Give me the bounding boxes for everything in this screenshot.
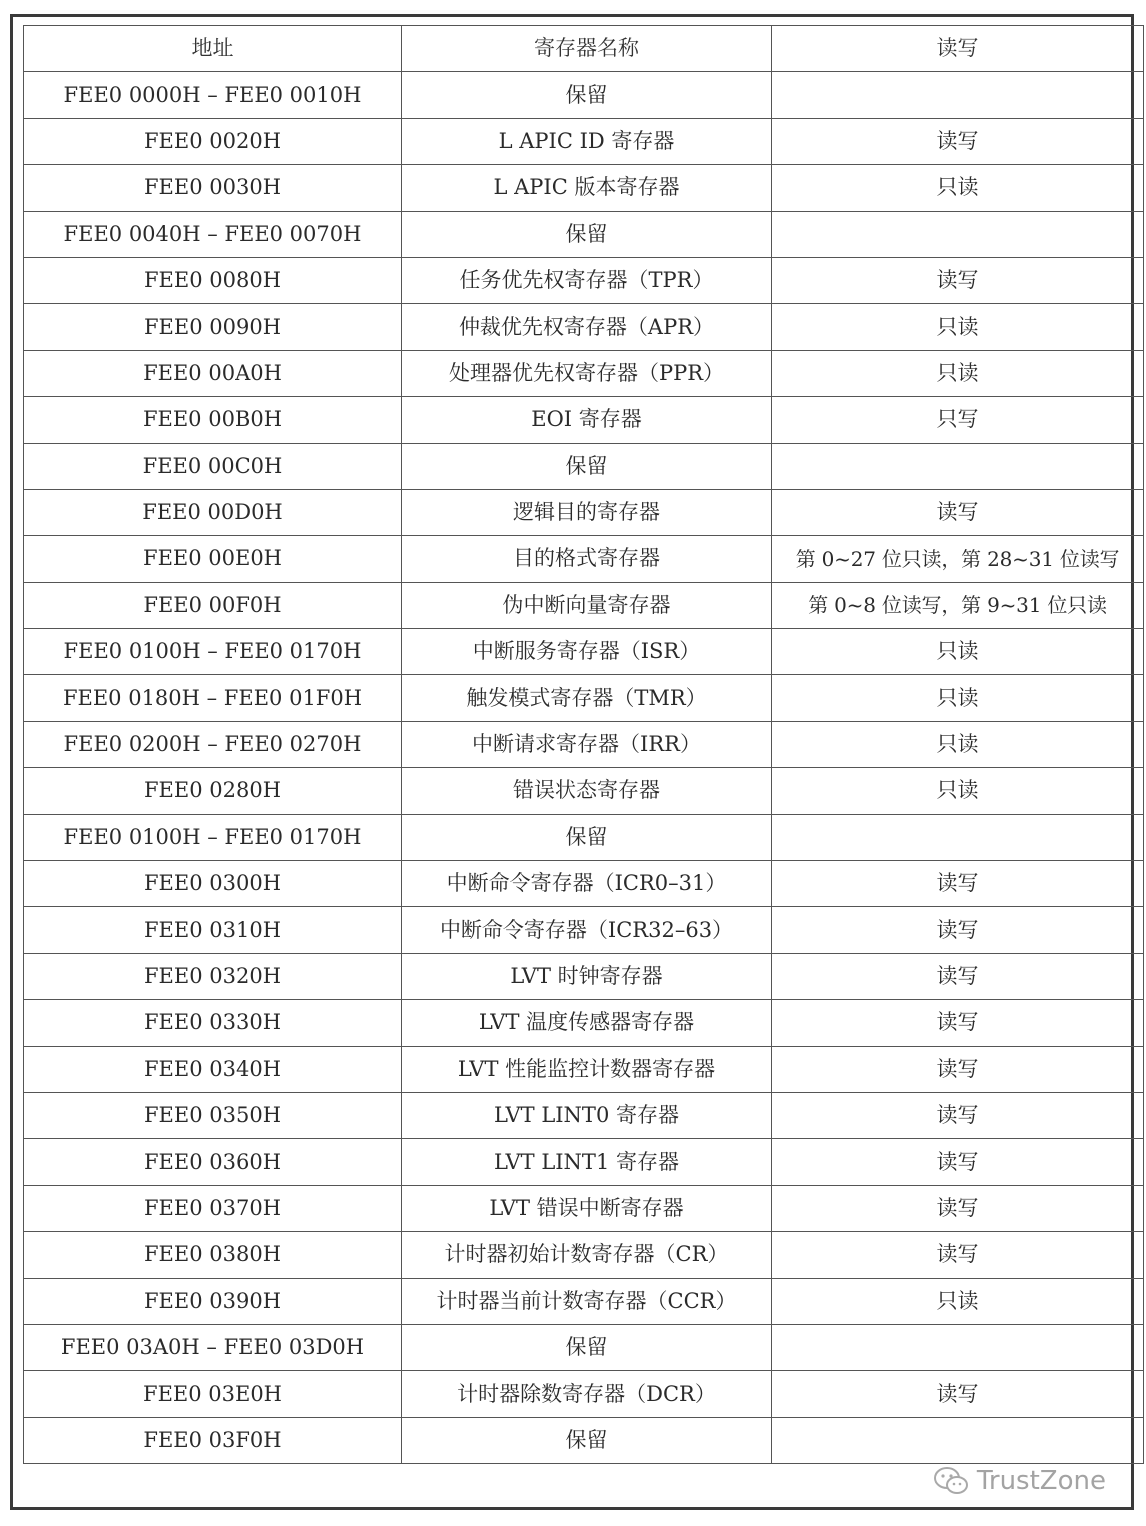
cell-address: FEE0 00B0H bbox=[24, 397, 402, 443]
cell-access: 只读 bbox=[772, 768, 1144, 814]
cell-access: 读写 bbox=[772, 489, 1144, 535]
header-register-name: 寄存器名称 bbox=[402, 26, 772, 72]
cell-address: FEE0 00E0H bbox=[24, 536, 402, 582]
cell-register-name: 错误状态寄存器 bbox=[402, 768, 772, 814]
cell-access: 读写 bbox=[772, 1000, 1144, 1046]
watermark bbox=[933, 1466, 1106, 1496]
cell-address: FEE0 00C0H bbox=[24, 443, 402, 489]
cell-access: 读写 bbox=[772, 1371, 1144, 1417]
cell-register-name: 保留 bbox=[402, 814, 772, 860]
cell-access: 只读 bbox=[772, 629, 1144, 675]
cell-access: 第 0~27 位只读，第 28~31 位读写 bbox=[772, 536, 1144, 582]
cell-access: 只读 bbox=[772, 675, 1144, 721]
cell-register-name: LVT LINT0 寄存器 bbox=[402, 1092, 772, 1138]
cell-register-name: 任务优先权寄存器（TPR） bbox=[402, 257, 772, 303]
cell-address: FEE0 0180H – FEE0 01F0H bbox=[24, 675, 402, 721]
header-access: 读写 bbox=[772, 26, 1144, 72]
cell-address: FEE0 0390H bbox=[24, 1278, 402, 1324]
cell-register-name: 保留 bbox=[402, 211, 772, 257]
table-row bbox=[24, 72, 1144, 118]
table-row bbox=[24, 118, 1144, 164]
cell-access: 第 0~8 位读写，第 9~31 位只读 bbox=[772, 582, 1144, 628]
cell-access: 只读 bbox=[772, 350, 1144, 396]
table-row bbox=[24, 861, 1144, 907]
table-row bbox=[24, 165, 1144, 211]
cell-register-name: EOI 寄存器 bbox=[402, 397, 772, 443]
table-row bbox=[24, 443, 1144, 489]
cell-access bbox=[772, 443, 1144, 489]
cell-access: 读写 bbox=[772, 1232, 1144, 1278]
cell-access: 只读 bbox=[772, 165, 1144, 211]
cell-address: FEE0 0340H bbox=[24, 1046, 402, 1092]
cell-register-name: L APIC 版本寄存器 bbox=[402, 165, 772, 211]
cell-address: FEE0 0310H bbox=[24, 907, 402, 953]
table-row bbox=[24, 489, 1144, 535]
table-row bbox=[24, 1278, 1144, 1324]
cell-register-name: 保留 bbox=[402, 72, 772, 118]
table-row bbox=[24, 721, 1144, 767]
cell-register-name: 计时器初始计数寄存器（CR） bbox=[402, 1232, 772, 1278]
cell-register-name: 保留 bbox=[402, 443, 772, 489]
table-row bbox=[24, 350, 1144, 396]
table-row bbox=[24, 1371, 1144, 1417]
cell-access bbox=[772, 1417, 1144, 1463]
table-row bbox=[24, 536, 1144, 582]
table-row bbox=[24, 1185, 1144, 1231]
cell-register-name: 保留 bbox=[402, 1417, 772, 1463]
cell-access: 读写 bbox=[772, 1092, 1144, 1138]
cell-address: FEE0 0030H bbox=[24, 165, 402, 211]
cell-access: 读写 bbox=[772, 118, 1144, 164]
cell-address: FEE0 0320H bbox=[24, 953, 402, 999]
cell-register-name: 中断命令寄存器（ICR32–63） bbox=[402, 907, 772, 953]
cell-address: FEE0 0330H bbox=[24, 1000, 402, 1046]
cell-register-name: 中断命令寄存器（ICR0–31） bbox=[402, 861, 772, 907]
cell-address: FEE0 0000H – FEE0 0010H bbox=[24, 72, 402, 118]
cell-access: 读写 bbox=[772, 953, 1144, 999]
cell-register-name: LVT 温度传感器寄存器 bbox=[402, 1000, 772, 1046]
cell-address: FEE0 0380H bbox=[24, 1232, 402, 1278]
cell-address: FEE0 0090H bbox=[24, 304, 402, 350]
cell-register-name: 中断请求寄存器（IRR） bbox=[402, 721, 772, 767]
cell-register-name: 中断服务寄存器（ISR） bbox=[402, 629, 772, 675]
table-body bbox=[24, 72, 1144, 1464]
cell-address: FEE0 0370H bbox=[24, 1185, 402, 1231]
cell-address: FEE0 00A0H bbox=[24, 350, 402, 396]
cell-register-name: 伪中断向量寄存器 bbox=[402, 582, 772, 628]
table-row bbox=[24, 211, 1144, 257]
cell-register-name: 处理器优先权寄存器（PPR） bbox=[402, 350, 772, 396]
cell-address: FEE0 0300H bbox=[24, 861, 402, 907]
register-table bbox=[23, 25, 1144, 1464]
cell-address: FEE0 0100H – FEE0 0170H bbox=[24, 814, 402, 860]
cell-address: FEE0 0200H – FEE0 0270H bbox=[24, 721, 402, 767]
cell-address: FEE0 0360H bbox=[24, 1139, 402, 1185]
table-row bbox=[24, 629, 1144, 675]
cell-access: 读写 bbox=[772, 1046, 1144, 1092]
cell-access: 只写 bbox=[772, 397, 1144, 443]
cell-address: FEE0 00F0H bbox=[24, 582, 402, 628]
cell-access bbox=[772, 211, 1144, 257]
cell-access: 读写 bbox=[772, 907, 1144, 953]
table-row bbox=[24, 1139, 1144, 1185]
table-row bbox=[24, 1232, 1144, 1278]
table-row bbox=[24, 1324, 1144, 1370]
cell-access: 只读 bbox=[772, 721, 1144, 767]
cell-address: FEE0 0350H bbox=[24, 1092, 402, 1138]
cell-access: 读写 bbox=[772, 1185, 1144, 1231]
table-row bbox=[24, 582, 1144, 628]
table-row bbox=[24, 768, 1144, 814]
cell-register-name: 保留 bbox=[402, 1324, 772, 1370]
cell-access bbox=[772, 814, 1144, 860]
cell-address: FEE0 0100H – FEE0 0170H bbox=[24, 629, 402, 675]
cell-address: FEE0 0040H – FEE0 0070H bbox=[24, 211, 402, 257]
table-row bbox=[24, 257, 1144, 303]
cell-access: 读写 bbox=[772, 1139, 1144, 1185]
table-frame bbox=[10, 14, 1134, 1510]
table-header-row bbox=[24, 26, 1144, 72]
table-row bbox=[24, 675, 1144, 721]
cell-address: FEE0 00D0H bbox=[24, 489, 402, 535]
wechat-icon bbox=[933, 1466, 969, 1496]
table-row bbox=[24, 907, 1144, 953]
cell-register-name: LVT 时钟寄存器 bbox=[402, 953, 772, 999]
cell-register-name: LVT 错误中断寄存器 bbox=[402, 1185, 772, 1231]
table-row bbox=[24, 1046, 1144, 1092]
cell-register-name: 触发模式寄存器（TMR） bbox=[402, 675, 772, 721]
watermark-text: TrustZone bbox=[976, 1466, 1106, 1496]
table-row bbox=[24, 397, 1144, 443]
cell-address: FEE0 03F0H bbox=[24, 1417, 402, 1463]
cell-access: 读写 bbox=[772, 861, 1144, 907]
table-row bbox=[24, 953, 1144, 999]
cell-access: 只读 bbox=[772, 304, 1144, 350]
cell-register-name: L APIC ID 寄存器 bbox=[402, 118, 772, 164]
cell-address: FEE0 0080H bbox=[24, 257, 402, 303]
table-row bbox=[24, 814, 1144, 860]
cell-register-name: LVT 性能监控计数器寄存器 bbox=[402, 1046, 772, 1092]
cell-address: FEE0 0280H bbox=[24, 768, 402, 814]
table-row bbox=[24, 1000, 1144, 1046]
cell-register-name: 计时器当前计数寄存器（CCR） bbox=[402, 1278, 772, 1324]
cell-register-name: 目的格式寄存器 bbox=[402, 536, 772, 582]
cell-address: FEE0 03A0H – FEE0 03D0H bbox=[24, 1324, 402, 1370]
header-address: 地址 bbox=[24, 26, 402, 72]
cell-access bbox=[772, 72, 1144, 118]
cell-address: FEE0 03E0H bbox=[24, 1371, 402, 1417]
table-row bbox=[24, 1417, 1144, 1463]
cell-register-name: 仲裁优先权寄存器（APR） bbox=[402, 304, 772, 350]
cell-register-name: 计时器除数寄存器（DCR） bbox=[402, 1371, 772, 1417]
cell-address: FEE0 0020H bbox=[24, 118, 402, 164]
cell-access bbox=[772, 1324, 1144, 1370]
table-row bbox=[24, 304, 1144, 350]
cell-access: 只读 bbox=[772, 1278, 1144, 1324]
table-row bbox=[24, 1092, 1144, 1138]
cell-register-name: 逻辑目的寄存器 bbox=[402, 489, 772, 535]
cell-register-name: LVT LINT1 寄存器 bbox=[402, 1139, 772, 1185]
cell-access: 读写 bbox=[772, 257, 1144, 303]
